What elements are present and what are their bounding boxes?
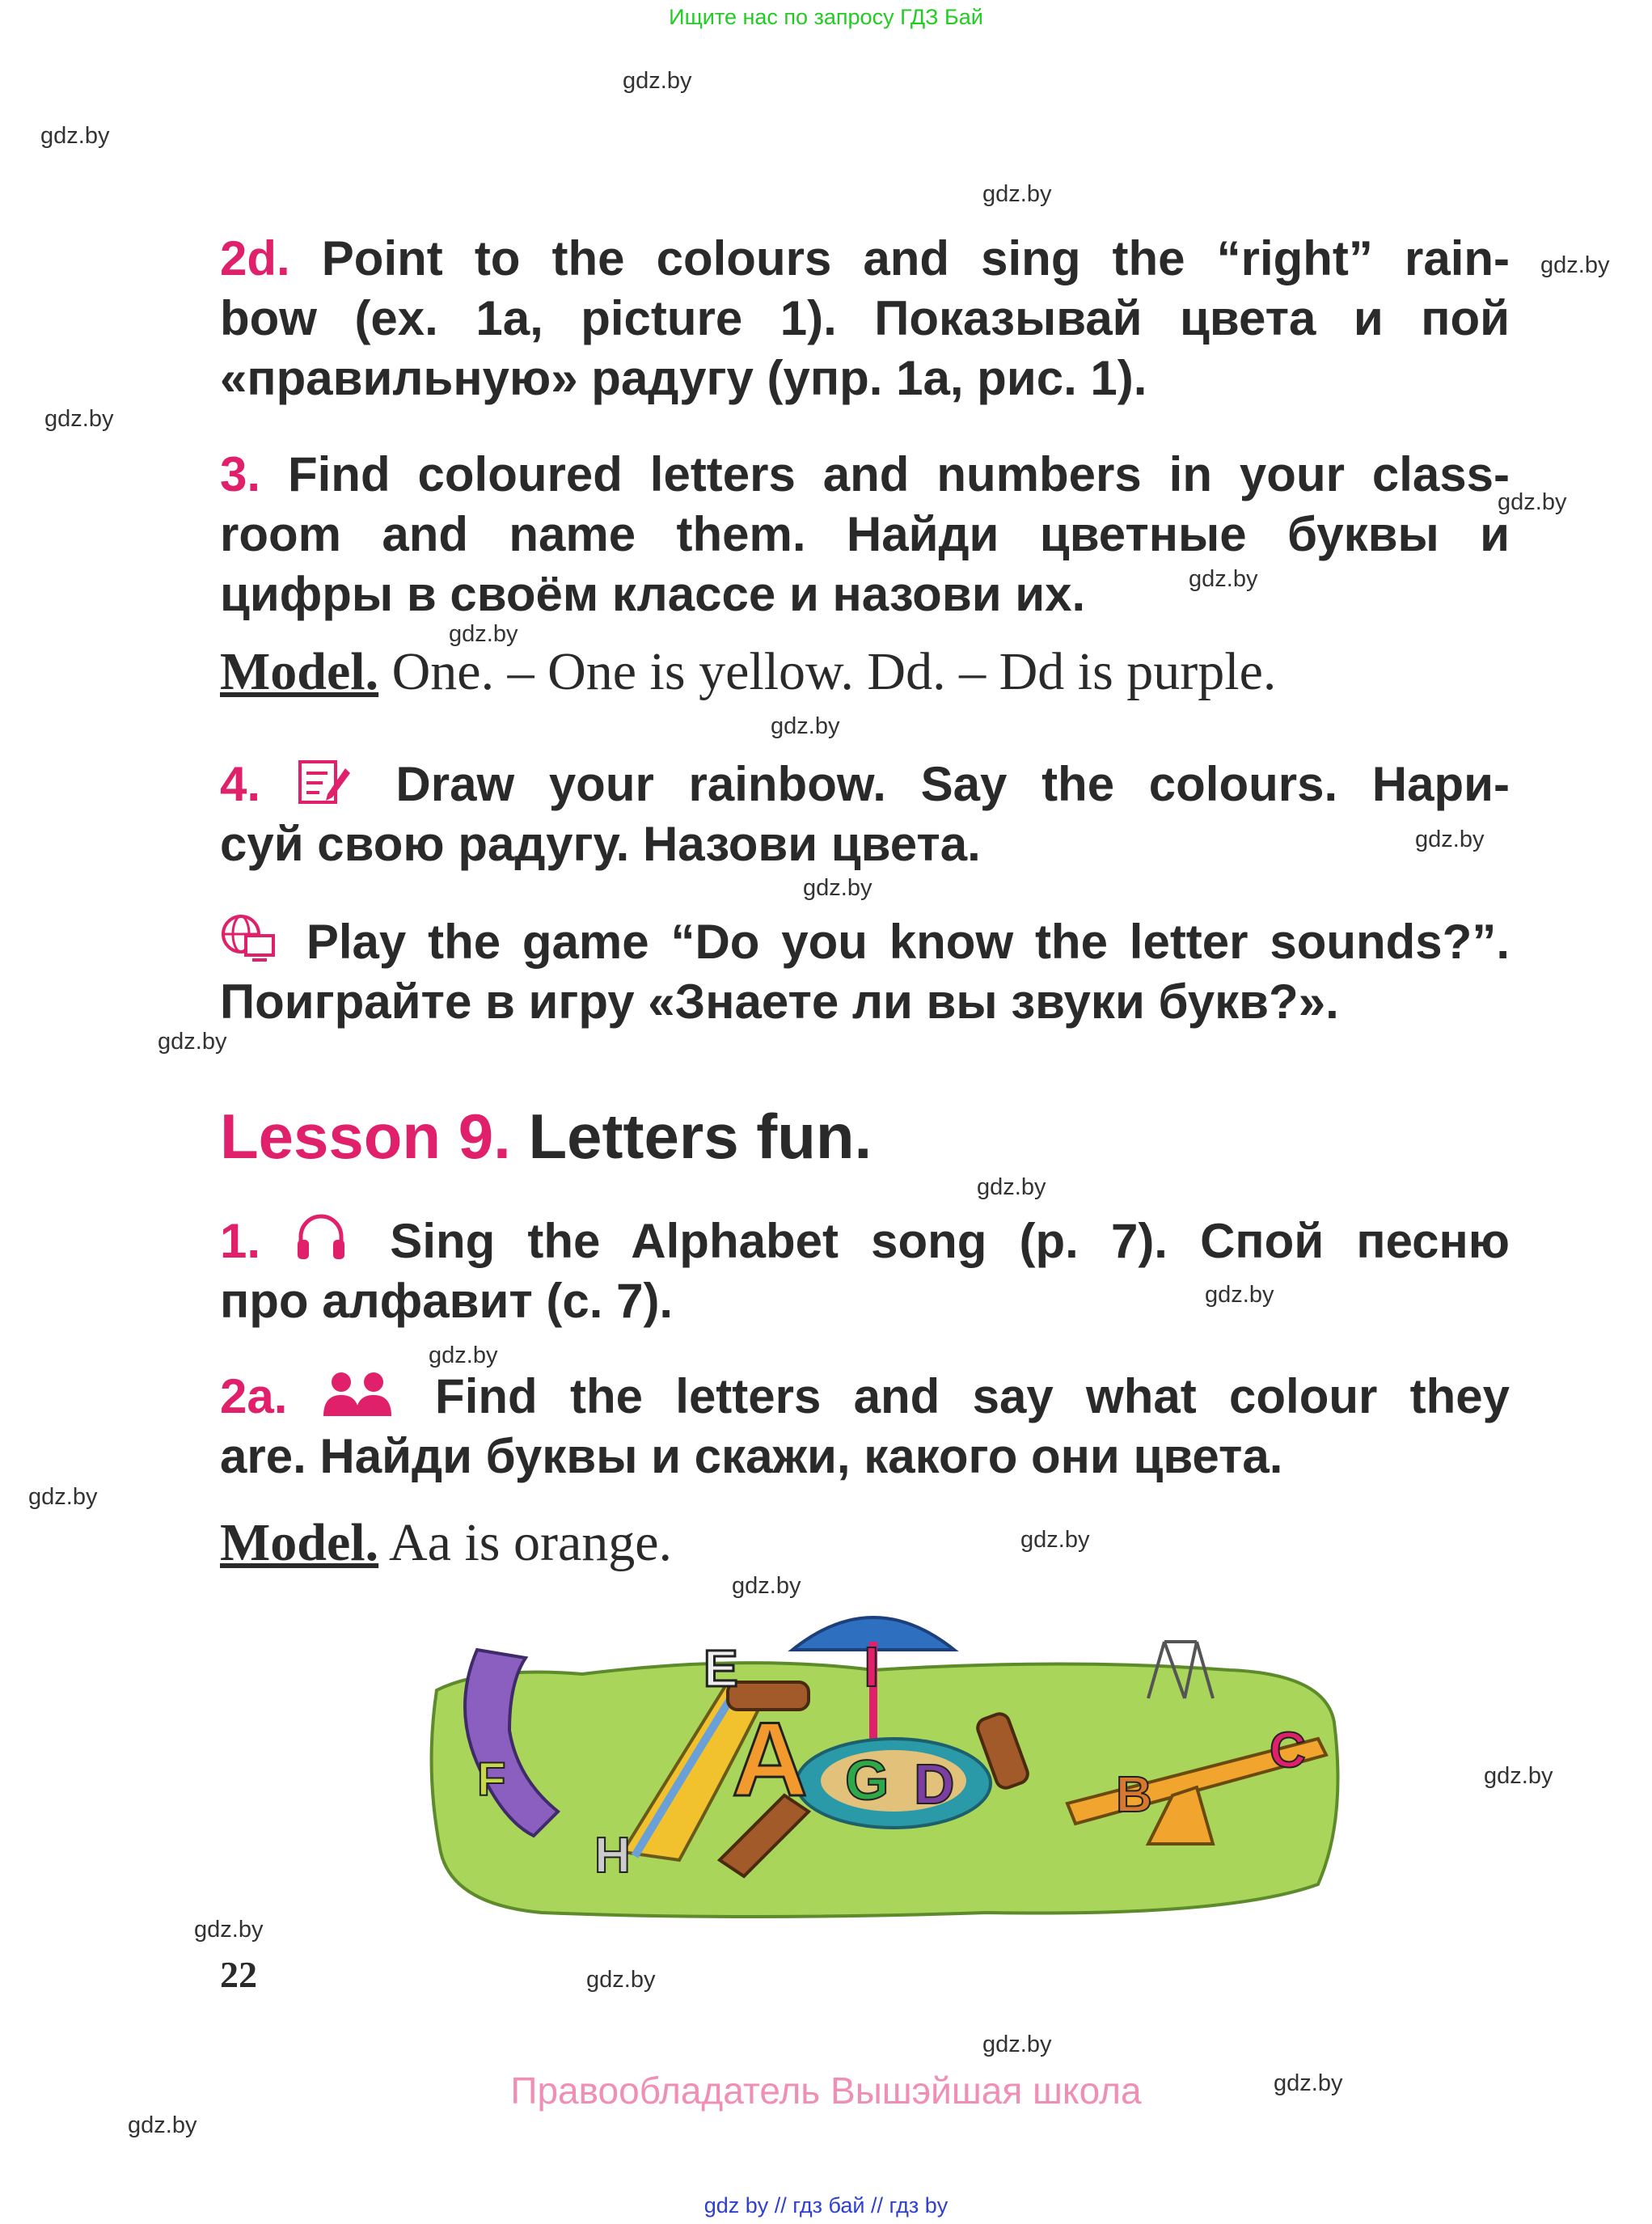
watermark: gdz.by bbox=[128, 2112, 197, 2138]
letter-mark: I bbox=[864, 1635, 880, 1698]
exercise-text: Sing the Alphabet song (p. 7). Спой песню bbox=[390, 1214, 1510, 1268]
watermark: gdz.by bbox=[28, 1484, 98, 1510]
model-label: Model. bbox=[220, 642, 379, 701]
watermark: gdz.by bbox=[1415, 827, 1485, 852]
watermark: gdz.by bbox=[977, 1174, 1046, 1200]
model-text: One. – One is yellow. Dd. – Dd is purple. bbox=[391, 642, 1277, 701]
watermark: gdz.by bbox=[1189, 566, 1258, 592]
model-label: Model. bbox=[220, 1513, 379, 1572]
exercise-text: Find coloured letters and numbers in your class- bbox=[287, 447, 1510, 501]
page-number: 22 bbox=[220, 1954, 257, 1995]
exercise-text: Find the letters and say what colour they bbox=[435, 1369, 1510, 1423]
watermark: gdz.by bbox=[1205, 1282, 1274, 1308]
watermark: gdz.by bbox=[429, 1342, 498, 1368]
watermark: gdz.by bbox=[1540, 252, 1610, 278]
exercise-3 bbox=[220, 445, 1510, 624]
exercise-text: цифры в своём классе и назови их. bbox=[220, 567, 1086, 621]
exercise-text: are. Найди буквы и скажи, какого они цвета. bbox=[220, 1429, 1283, 1483]
watermark: gdz.by bbox=[194, 1917, 264, 1943]
watermark: gdz.by bbox=[1484, 1763, 1553, 1789]
exercise-text: про алфавит (с. 7). bbox=[220, 1274, 674, 1328]
watermark: gdz.by bbox=[623, 68, 692, 94]
exercise-number: 3. bbox=[220, 447, 261, 501]
watermark: gdz.by bbox=[982, 2032, 1052, 2057]
lesson-title bbox=[220, 1100, 872, 1173]
letter-mark: B bbox=[1116, 1767, 1152, 1823]
globe-computer-icon bbox=[220, 913, 277, 963]
letter-mark: F bbox=[477, 1753, 506, 1806]
watermark: gdz.by bbox=[1020, 1527, 1090, 1553]
letter-mark: D bbox=[914, 1753, 955, 1816]
model-example bbox=[220, 641, 1510, 703]
playground-letters-illustration bbox=[420, 1593, 1350, 1933]
letter-mark: H bbox=[594, 1828, 631, 1884]
exercise-number: 4. bbox=[220, 757, 261, 811]
lesson-exercise-1 bbox=[220, 1209, 1510, 1331]
letter-mark: G bbox=[845, 1748, 889, 1812]
exercise-number: 2d. bbox=[220, 231, 290, 285]
online-game-task bbox=[220, 912, 1510, 1032]
watermark: gdz.by bbox=[982, 181, 1052, 207]
game-text: Play the game “Do you know the letter sounds?”. bbox=[306, 915, 1510, 969]
exercise-text: room and name them. Найди цветные буквы и bbox=[220, 507, 1510, 561]
lesson-number: Lesson 9. bbox=[220, 1101, 511, 1172]
watermark: gdz.by bbox=[158, 1029, 227, 1055]
pair-work-icon bbox=[320, 1369, 395, 1418]
letter-mark: E bbox=[703, 1639, 738, 1698]
watermark: gdz.by bbox=[732, 1573, 801, 1599]
notebook-pencil-icon bbox=[295, 757, 353, 805]
top-banner: Ищите нас по запросу ГДЗ Бай bbox=[669, 5, 983, 29]
exercise-text: bow (ex. 1a, picture 1). Показывай цвета и пой bbox=[220, 291, 1510, 345]
footer-links[interactable]: gdz by // гдз бай // гдз by bbox=[703, 2193, 949, 2218]
exercise-text: Point to the colours and sing the “right” rain- bbox=[321, 231, 1510, 285]
exercise-number: 2a. bbox=[220, 1369, 288, 1423]
watermark: gdz.by bbox=[803, 875, 872, 901]
exercise-2d bbox=[220, 229, 1510, 408]
lesson-exercise-2a bbox=[220, 1367, 1510, 1486]
watermark: gdz.by bbox=[1274, 2070, 1343, 2096]
letter-mark: A bbox=[732, 1700, 808, 1818]
rights-holder-note: Правообладатель Вышэйшая школа bbox=[510, 2070, 1142, 2112]
lesson-name: Letters fun. bbox=[528, 1101, 872, 1172]
letter-mark: C bbox=[1270, 1723, 1306, 1778]
model-example bbox=[220, 1512, 1510, 1574]
watermark: gdz.by bbox=[771, 713, 840, 739]
headphones-icon bbox=[293, 1209, 349, 1262]
game-text: Поиграйте в игру «Знаете ли вы звуки букв?». bbox=[220, 975, 1339, 1029]
exercise-number: 1. bbox=[220, 1214, 261, 1268]
exercise-text: Draw your rainbow. Say the colours. Нари- bbox=[395, 757, 1510, 811]
model-text: Aa is orange. bbox=[389, 1513, 673, 1572]
watermark: gdz.by bbox=[40, 123, 110, 149]
exercise-4 bbox=[220, 755, 1510, 874]
exercise-text: «правильную» радугу (упр. 1а, рис. 1). bbox=[220, 351, 1147, 405]
watermark: gdz.by bbox=[1498, 489, 1567, 515]
exercise-text: суй свою радугу. Назови цвета. bbox=[220, 817, 981, 871]
watermark: gdz.by bbox=[44, 406, 114, 432]
watermark: gdz.by bbox=[586, 1967, 656, 1993]
watermark: gdz.by bbox=[449, 621, 518, 647]
